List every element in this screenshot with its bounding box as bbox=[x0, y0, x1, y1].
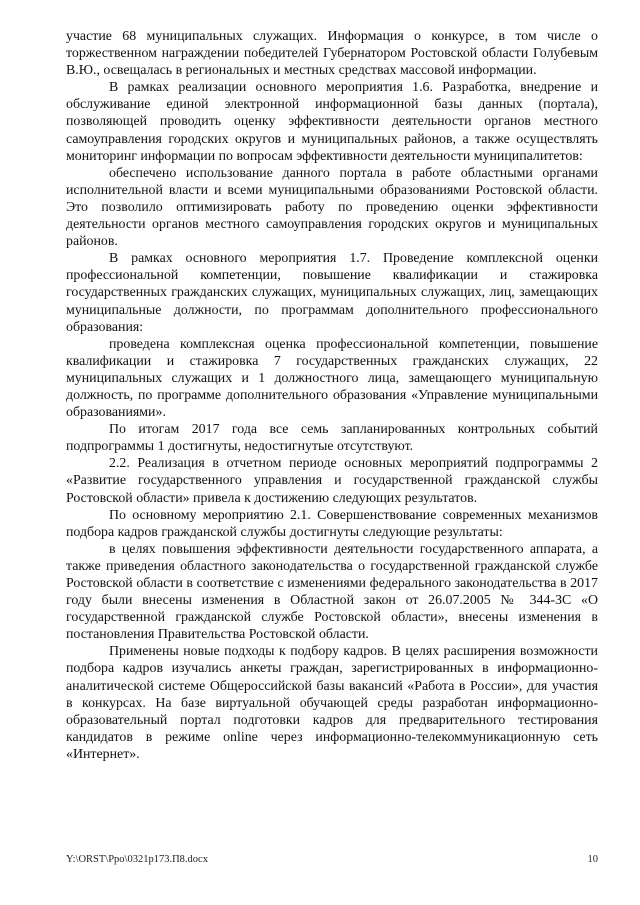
page-footer bbox=[66, 854, 598, 868]
paragraph-2: В рамках реализации основного мероприятия 1.6. Разработка, внедрение и обслуживание единой электронной информационной базы данных (портала), позволяющей проводить оценку эффективности деятельности органов местного самоуправления городских округов и муниципальных районов, а также осуществлять мониторинг информации по вопросам эффективности деятельности муниципалитетов: bbox=[66, 80, 598, 164]
paragraph-8: По основному мероприятию 2.1. Совершенствование современных механизмов подбора кадров гражданской службы достигнуты следующие результаты: bbox=[66, 507, 598, 540]
paragraph-6: По итогам 2017 года все семь запланированных контрольных событий подпрограммы 1 достигнуты, недостигнутые отсутствуют. bbox=[66, 422, 598, 455]
page-number: 10 bbox=[587, 854, 598, 865]
paragraph-10: Применены новые подходы к подбору кадров. В целях расширения возможности подбора кадров изучались анкеты граждан, зарегистрированных в информационно-аналитической системе Общероссийской базы вакансий «Работа в России», для участия в конкурсах. На базе виртуальной обучающей среды разработан информационно-образовательный портал подготовки кадров для предварительного тестирования кандидатов в режиме online через информационно-телекоммуникационную сеть «Интернет». bbox=[66, 644, 598, 762]
document-body bbox=[66, 28, 598, 763]
paragraph-4: В рамках основного мероприятия 1.7. Проведение комплексной оценки профессиональной компетенции, повышение квалификации и стажировка государственных гражданских служащих, муниципальных служащих, лиц, замещающих муниципальные должности, по программам дополнительного профессионального образования: bbox=[66, 251, 598, 335]
paragraph-3: обеспечено использование данного портала в работе областными органами исполнительной власти и всеми муниципальными образованиями Ростовской области. Это позволило оптимизировать работу по проведению оценки эффективности деятельности органов местного самоуправления городских округов и муниципальных районов. bbox=[66, 165, 598, 250]
paragraph-9: в целях повышения эффективности деятельности государственного аппарата, а также приведения областного законодательства о государственной гражданской службе Ростовской области в соответствие с изменениями федерального законодательства в 2017 году были внесены изменения в Областной закон от 26.07.2005 № 344-ЗС «О государственной гражданской службе Ростовской области», внесены изменения в постановления Правительства Ростовской области. bbox=[66, 541, 598, 643]
paragraph-1: участие 68 муниципальных служащих. Информация о конкурсе, в том числе о торжественном награждении победителей Губернатором Ростовской области Голубевым В.Ю., освещалась в региональных и местных средствах массовой информации. bbox=[66, 29, 598, 79]
paragraph-5: проведена комплексная оценка профессиональной компетенции, повышение квалификации и стажировка 7 государственных гражданских служащих, 22 муниципальных служащих и 1 должностного лица, замещающего муниципальную должность, по программе дополнительного образования «Управление муниципальными образованиями». bbox=[66, 336, 598, 421]
footer-file-path: Y:\ORST\Ppo\0321p173.П8.docx bbox=[66, 854, 208, 865]
paragraph-7: 2.2. Реализация в отчетном периоде основных мероприятий подпрограммы 2 «Развитие государственного управления и государственной гражданской службы Ростовской области» привела к достижению следующих результатов. bbox=[66, 456, 598, 506]
